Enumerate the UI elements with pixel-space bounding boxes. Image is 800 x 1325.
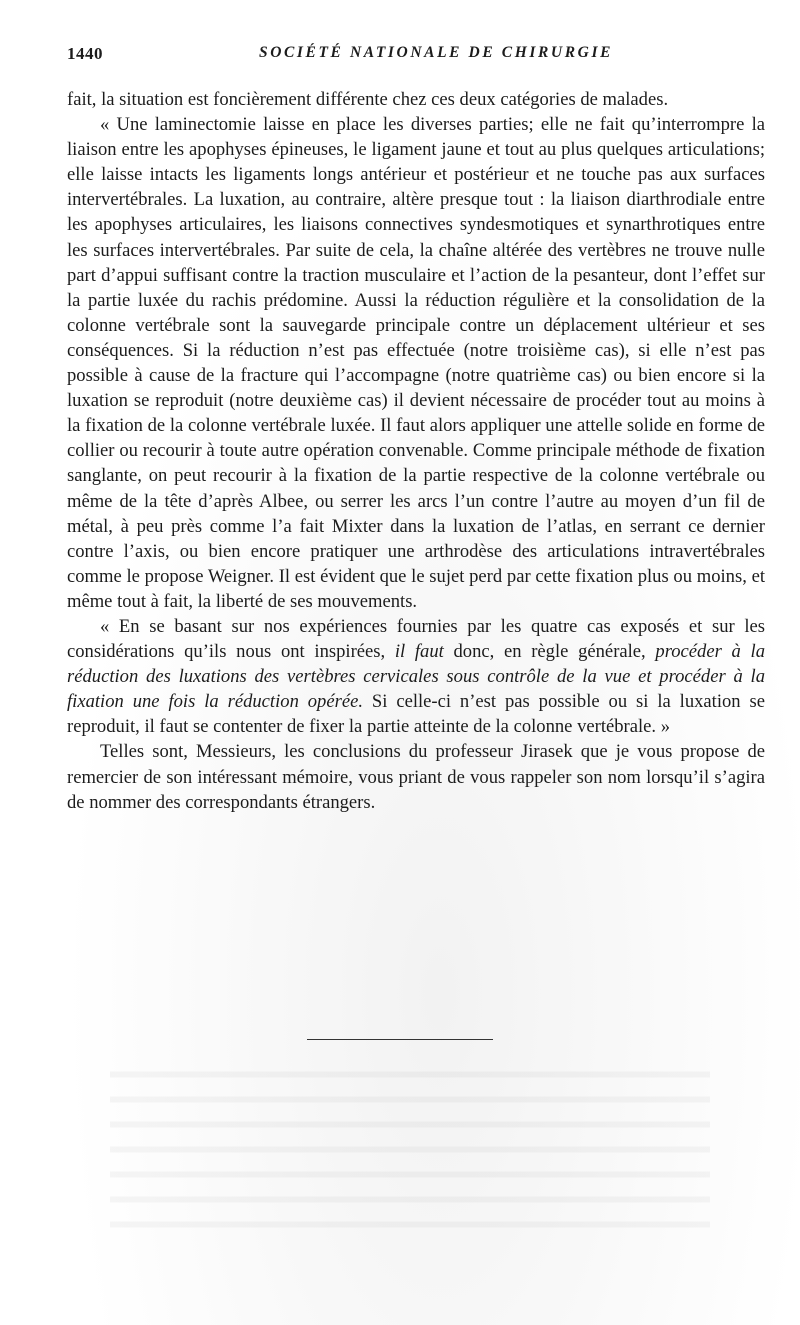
running-title: SOCIÉTÉ NATIONALE DE CHIRURGIE bbox=[258, 44, 614, 61]
page-number: 1440 bbox=[67, 44, 103, 63]
page-header bbox=[67, 44, 765, 68]
body-text bbox=[67, 87, 765, 815]
conclusion-intro: « En se basant sur nos expériences fournies par les quatre cas exposés et sur les considérations qu’ils nous ont inspirées, bbox=[67, 615, 765, 663]
section-divider bbox=[307, 1039, 493, 1040]
paragraph-quote-conclusion bbox=[67, 614, 765, 739]
emphasis-il-faut: il faut bbox=[394, 641, 444, 663]
paragraph-closing: Telles sont, Messieurs, les conclusions du professeur Jirasek que je vous propose de remercier de son intéressant mémoire, vous priant de vous rappeler son nom lorsqu’il s’agira de nommer des correspondants étrangers. bbox=[67, 741, 765, 813]
paragraph-continuation: fait, la situation est foncièrement différente chez ces deux catégories de malades. bbox=[67, 89, 669, 110]
paragraph-quote-laminectomy: « Une laminectomie laisse en place les diverses parties; elle ne fait qu’interrompre la liaison entre les apophyses épineuses, le ligament jaune et tout au plus quelques articulations; elle laisse intacts les ligaments longs antérieur et postérieur et ne touche pas aux surfaces intervertébrales. La luxation, au contraire, altère presque tout : la liaison diarthrodiale entre les apophyses articulaires, les liaisons connectives syndesmotiques et synarthrotiques entre les surfaces intervertébrales. Par suite de cela, la chaîne altérée des vertèbres ne trouve nulle part d’appui suffisant contre la traction musculaire et l’action de la pesanteur, dont l’effet sur la partie luxée du rachis prédomine. Aussi la réduction régulière et la consolidation de la colonne vertébrale sont la sauvegarde principale contre un déplacement ultérieur et ses conséquences. Si la réduction n’est pas effectuée (notre troisième cas), si elle n’est pas possible à cause de la fracture qui l’accompagne (notre quatrième cas) ou bien encore si la luxation se reproduit (notre deuxième cas) il devient nécessaire de procéder tout au moins à la fixation de la colonne vertébrale luxée. Il faut alors appliquer une attelle solide en forme de collier ou recourir à toute autre opération convenable. Comme principale méthode de fixation sanglante, on peut recourir à la fixation de la partie respective de la colonne vertébrale ou même de la tête d’après Albee, ou serrer les arcs l’un contre l’autre au moyen d’un fil de métal, à peu près comme l’a fait Mixter dans la luxation de l’atlas, en serrant ce dernier contre l’axis, ou bien encore pratiquer une arthrodèse des articulations intravertébrales comme le propose Weigner. Il est évident que le sujet perd par cette fixation plus ou moins, et même tout à fait, la liberté de ses mouvements. bbox=[67, 114, 765, 612]
conclusion-middle: donc, en règle générale, bbox=[443, 641, 656, 663]
conclusion-end: Si celle-ci n’est pas possible ou si la luxation se reproduit, il faut se contenter de fixer la partie atteinte de la colonne vertébrale. » bbox=[67, 691, 765, 738]
bleed-through-texture bbox=[110, 1055, 710, 1245]
emphasis-recommendation: procéder à la réduction des luxations des vertèbres cervicales sous contrôle de la vue et procéder à la fixation une fois la réduction opérée. bbox=[67, 641, 765, 713]
